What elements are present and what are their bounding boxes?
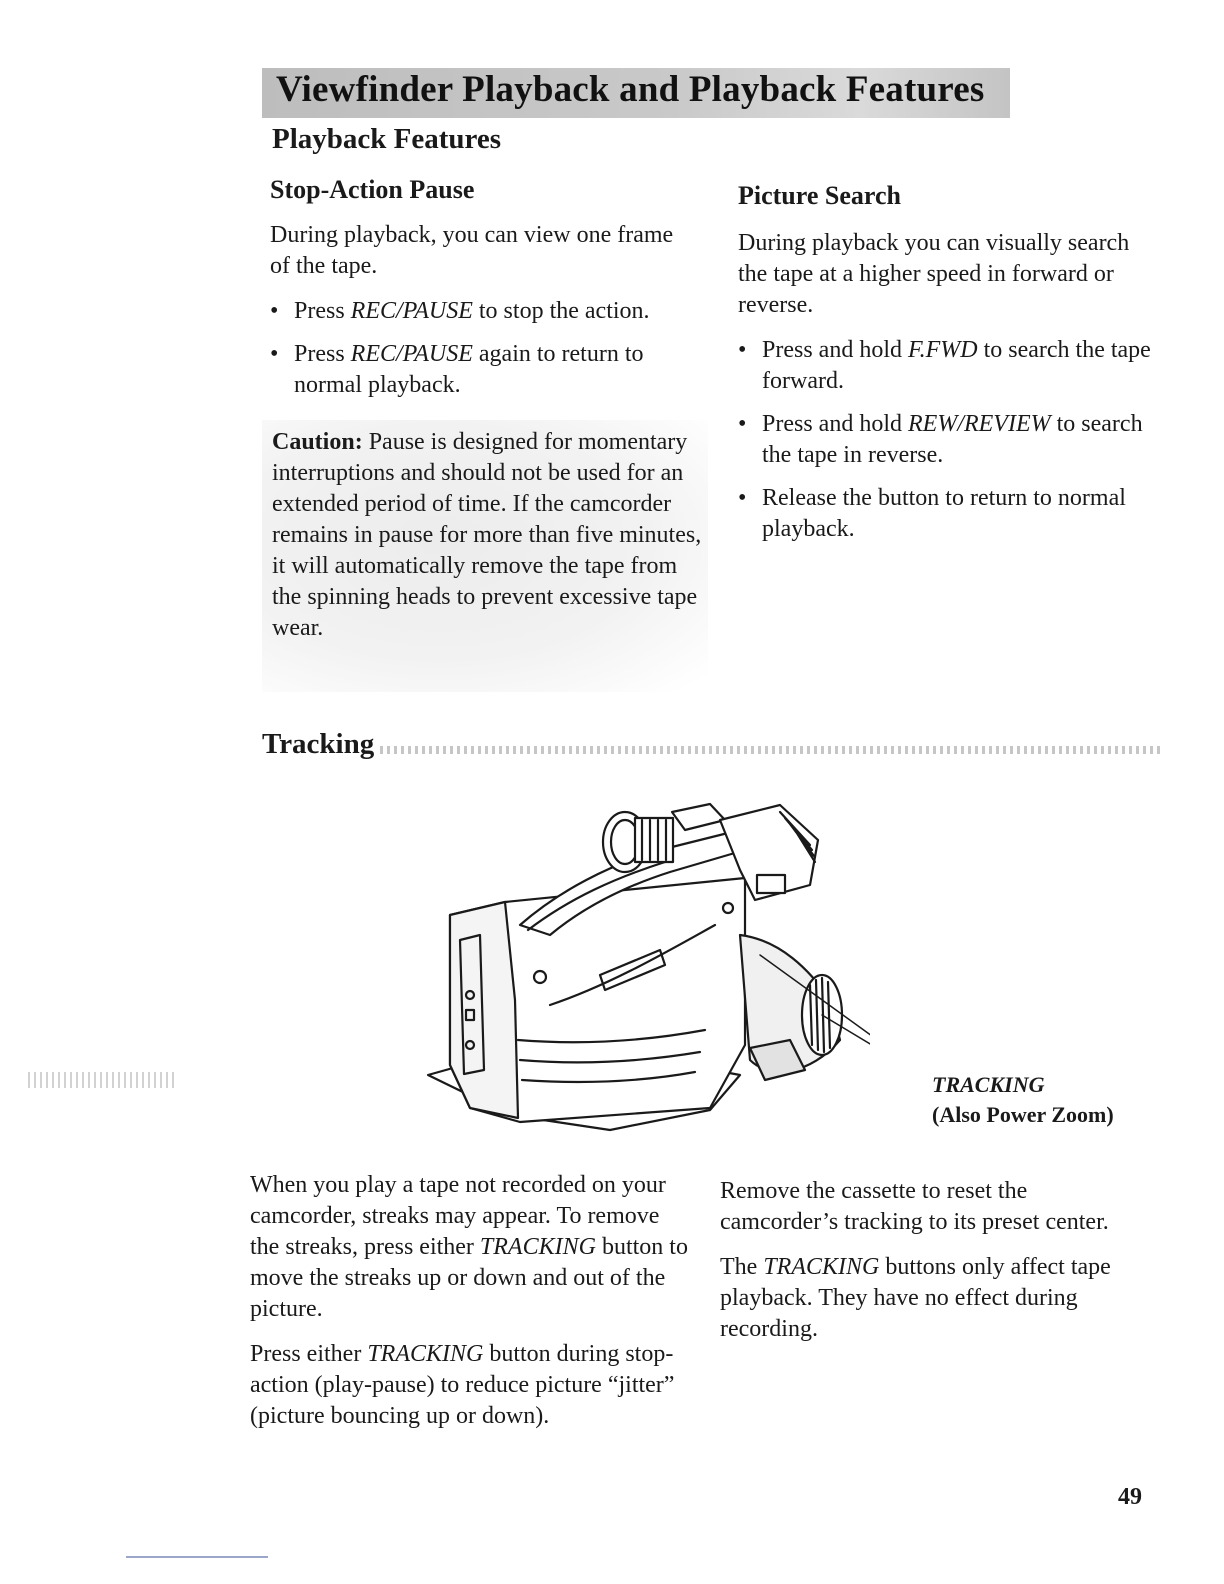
paragraph: Remove the cassette to reset the camcorder’s tracking to its preset center.: [720, 1178, 1109, 1235]
picture-search-intro: During playback you can visually search the tape at a higher speed in forward or reverse.: [738, 230, 1130, 318]
list-item: • Press REC/PAUSE to stop the action.: [270, 296, 690, 327]
stop-action-intro: During playback, you can view one frame of the tape.: [270, 222, 674, 279]
list-item: • Press REC/PAUSE again to return to normal playback.: [270, 341, 644, 398]
tracking-left-text: [250, 1170, 690, 1446]
tracking-right-text: [720, 1176, 1150, 1359]
paragraph: Press either TRACKING button during stop-action (play-pause) to reduce picture “jitter” (picture bouncing up or down).: [250, 1341, 675, 1429]
stop-action-list: [270, 296, 690, 401]
bullet: •: [738, 411, 747, 437]
list-item: • Release the button to return to normal playback.: [738, 485, 1126, 542]
page-number: 49: [1118, 1484, 1142, 1510]
bullet: •: [738, 337, 747, 363]
stop-action-body: [270, 220, 690, 413]
heading-rule: [380, 746, 1160, 754]
stop-action-heading: Stop-Action Pause: [270, 175, 475, 204]
bullet: •: [738, 485, 747, 511]
paragraph: When you play a tape not recorded on your camcorder, streaks may appear. To remove the streaks, press either TRACKING button to move the streaks up or down and out of the picture.: [250, 1172, 688, 1322]
tracking-callout-label: TRACKING: [932, 1072, 1045, 1097]
bullet: •: [270, 341, 279, 367]
paragraph: The TRACKING buttons only affect tape playback. They have no effect during recording.: [720, 1254, 1111, 1342]
caution-text: Caution: Pause is designed for momentary interruptions and should not be used for an extended period of time. If the camcorder remains in pause for more than five minutes, it will automatically remove the tape from the spinning heads to prevent excessive tape wear.: [272, 429, 702, 641]
tracking-callout-sublabel: (Also Power Zoom): [932, 1102, 1114, 1127]
caution-label: Caution:: [272, 429, 363, 455]
camcorder-illustration: [410, 790, 870, 1150]
picture-search-body: [738, 228, 1158, 557]
section-title: Playback Features: [272, 123, 502, 155]
page-title: Viewfinder Playback and Playback Features: [276, 69, 985, 110]
tracking-heading: Tracking: [262, 728, 375, 760]
footer-rule: [126, 1556, 268, 1558]
picture-search-heading: Picture Search: [738, 181, 901, 210]
scan-artifact: [28, 1072, 178, 1088]
list-item: • Press and hold F.FWD to search the tape forward.: [738, 337, 1151, 394]
picture-search-list: [738, 335, 1158, 545]
bullet: •: [270, 298, 279, 324]
list-item: • Press and hold REW/REVIEW to search the tape in reverse.: [738, 411, 1143, 468]
